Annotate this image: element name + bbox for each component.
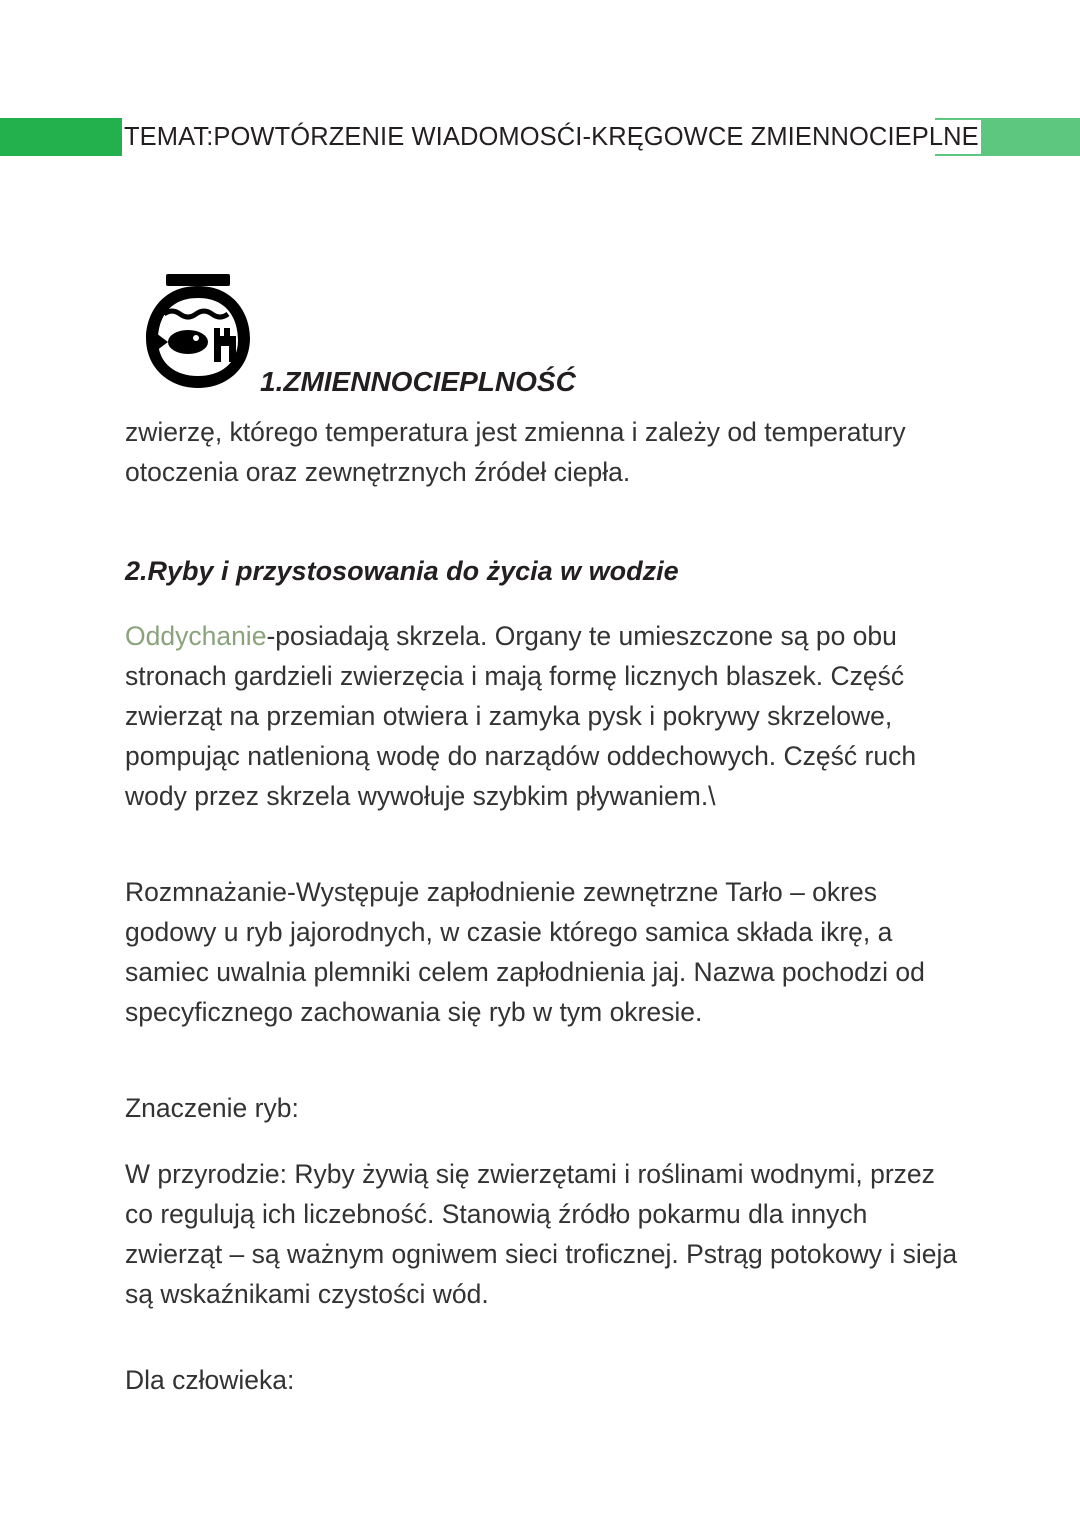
section-2-reproduction-paragraph: Rozmnażanie-Występuje zapłodnienie zewnętrzne Tarło – okres godowy u ryb jajorodnych, w czasie którego samica składa ikrę, a samiec uwalnia plemniki celem zapłodnienia jaj. Nazwa pochodzi od specyficznego zachowania się ryb w tym okresie.	[125, 877, 925, 1027]
spacer	[125, 492, 957, 552]
section-1-heading-row	[125, 270, 957, 412]
significance-label: Znaczenie ryb:	[125, 1093, 299, 1123]
document-content	[125, 270, 957, 1400]
significance-human-label: Dla człowieka:	[125, 1365, 295, 1395]
fishbowl-icon	[142, 270, 254, 392]
spacer	[125, 1128, 957, 1154]
section-2-heading: 2.Ryby i przystosowania do życia w wodzie	[125, 556, 679, 586]
breathing-keyword: Oddychanie	[125, 621, 267, 651]
section-1-heading: 1.ZMIENNOCIEPLNOŚĆ	[260, 366, 576, 397]
spacer	[125, 1314, 957, 1360]
significance-nature-paragraph: W przyrodzie: Ryby żywią się zwierzętami i roślinami wodnymi, przez co regulują ich liczebność. Stanowią źródło pokarmu dla innych zwierząt – są ważnym ogniwem sieci troficznej. Pstrąg potokowy i sieja są wskaźnikami czystości wód.	[125, 1159, 958, 1309]
section-1-body: zwierzę, którego temperatura jest zmienna i zależy od temperatury otoczenia oraz zewnętrznych źródeł ciepła.	[125, 417, 906, 487]
title-highlight-left	[0, 118, 122, 156]
document-title-band	[0, 118, 1080, 160]
spacer	[125, 1032, 957, 1088]
section-2-breathing-paragraph	[125, 616, 965, 816]
page-title: TEMAT:POWTÓRZENIE WIADOMOSĆI-KRĘGOWCE ZMIENNOCIEPLNE	[124, 120, 981, 154]
breathing-body: -posiadają skrzela. Organy te umieszczone są po obu stronach gardzieli zwierzęcia i mają formę licznych blaszek. Część zwierząt na przemian otwiera i zamyka pysk i pokrywy skrzelowe, pompując natlenioną wodę do narządów oddechowych. Część ruch wody przez skrzela wywołuje szybkim pływaniem.\	[125, 621, 917, 811]
spacer	[125, 590, 957, 616]
spacer	[125, 816, 957, 872]
